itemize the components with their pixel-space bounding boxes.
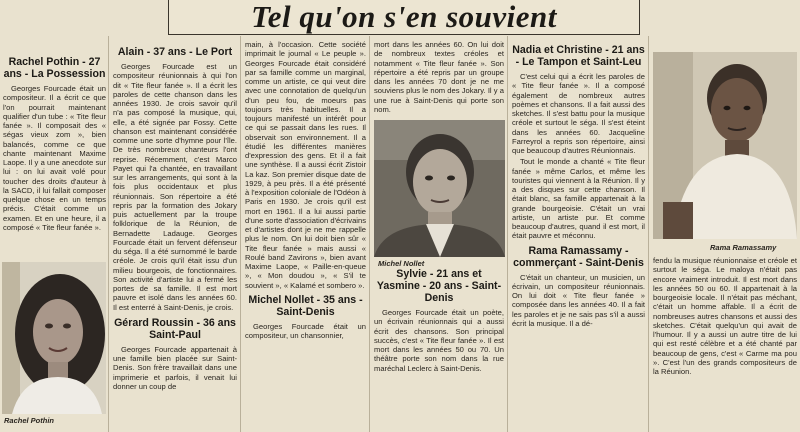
testimony-text: Georges Fourcade est un compositeur réunionnais à qui l'on dit « Tite fleur fanée ». Il a écrit les paroles de cette chanson dans les années 1930. Je crois savoir qu'il n'a pas composé la musique, qui, elle, a été signée par Fossy. Cette chanson est maintenant considérée comme une sorte d'hymne pour l'île. De très nombreux chanteurs l'ont reprise. Récemment, c'est Marco Payet qui l'a chantée, en travaillant sur les arrangements, qui sont à la fois plus occidentaux et plus réunionnais. Son répertoire a été repris par la formation des Jokary puis actuellement par la troupe folklorique de la Réunion, de Bernadette Ladauge. Georges Fourcade était un fervent défenseur du séga. Il a été surnommé le barde créole. Je crois qu'il était issu d'un milieu bourgeois, de fonctionnaires. Son activité d'artiste lui a fermé les portes de sa famille. Il est mort pauvre et isolé dans les années 60. Il est enterré à Saint-Denis, je crois. bbox=[113, 62, 237, 312]
testimony-text: Georges Fourcade était un compositeur. Il a écrit ce que l'on pourrait maintenant qualifier d'un tube : « Tite fleur fanée ». Il composait des « ségas vieux zom », bien balancés, comme ce que chante maintenant Maxime Laope. Il y a une anecdote sur lui : on lui avait volé pour toucher des droits d'auteur à la SACD, il lui fallait composer quelque chose en un temps précis. C'était comme un examen. Et en une heure, il a composé « Tite fleur fanée ». bbox=[3, 84, 106, 232]
column-5 bbox=[512, 40, 645, 330]
testimony-text: C'est celui qui a écrit les paroles de « Tite fleur fanée ». Il a composé également de nombreux autres poèmes et chansons. Il a fait aussi des sketches. Il s'est battu pour la musique créole et surtout le séga. Il s'est éteint dans les années 60. Jacqueline Farreyrol a repris son répertoire, ainsi que beaucoup d'autres Réunionnais. bbox=[512, 72, 645, 155]
column-divider bbox=[108, 36, 109, 432]
headline-banner bbox=[168, 0, 640, 35]
column-1 bbox=[3, 40, 106, 234]
column-4 bbox=[374, 40, 504, 116]
column-divider bbox=[648, 36, 649, 432]
testimony-text: Georges Fourcade était un poète, un écrivain réunionnais qui a aussi écrit des chansons. Son principal succès, c'est « Tite fleur fanée ». Il est mort dans les années 50 ou 70. Un théâtre porte son nom dans la rue maréchal Leclerc à Saint-Denis. bbox=[374, 308, 504, 373]
photo-caption: Rama Ramassamy bbox=[710, 243, 777, 252]
portrait-photo-michel-nollet bbox=[374, 120, 505, 257]
interviewee-name: Alain - 37 ans - Le Port bbox=[117, 46, 233, 58]
testimony-text: fendu la musique réunionnaise et créole et surtout le séga. Le maloya n'était pas encore vraiment introduit. Il est mort dans les années 50 ou 60. Il appartenait à la bourgeoisie locale. Il n'était pas méchant, c'était un homme affable. Il a écrit de nombreuses autres chansons et aussi des sketches. C'était quelqu'un qui avait de l'humour. Il y a aussi un autre titre de lui qui est resté célèbre et a été chanté par beaucoup de gens, c'est « Carme ma pou ». C'est l'un des grands compositeurs de la Réunion. bbox=[653, 256, 797, 376]
testimony-text: Tout le monde a chanté « Tite fleur fanée » même Carlos, et même les touristes qui viennent à la Réunion. Il y a des disques sur cette chanson. Il était blanc, sa famille appartenait à la grande bourgeoisie. C'était un vrai artiste, un artiste pur. Et comme beaucoup d'autres, quand il est mort, il était pauvre et méconnu. bbox=[512, 157, 645, 241]
photo-caption: Rachel Pothin bbox=[4, 416, 55, 425]
interviewee-name: Nadia et Christine - 21 ans - Le Tampon et Saint-Leu bbox=[512, 44, 645, 68]
column-6 bbox=[653, 256, 797, 378]
testimony-text: mort dans les années 60. On lui doit de nombreux textes créoles et notamment « Tite fleur fanée ». Son répertoire a été repris par un groupe dans les années 70 dont je ne me souviens plus le nom des Jokary. Il y a une rue à Saint-Denis qui porte son nom. bbox=[374, 40, 504, 114]
column-2 bbox=[113, 40, 237, 393]
column-divider bbox=[240, 36, 241, 432]
column-4-lower bbox=[374, 268, 504, 375]
testimony-text: Georges Fourcade appartenait à une famille bien placée sur Saint-Denis. Son frère travaillait dans une imprimerie et parfois, il venait lui donner un coup de bbox=[113, 344, 237, 391]
interviewee-name: Rachel Pothin - 27 ans - La Possession bbox=[3, 56, 106, 80]
testimony-text: C'était un chanteur, un musicien, un écrivain, un compositeur réunionnais. On lui doit « Tite fleur fanée » composée dans les années 40. Il a fait les paroles et je ne sais pas s'il a aussi écrit la musique. Il a dé- bbox=[512, 272, 645, 328]
column-divider bbox=[369, 36, 370, 432]
interviewee-name: Gérard Roussin - 36 ans Saint-Paul bbox=[114, 316, 236, 341]
photo-caption: Michel Nollet bbox=[378, 259, 425, 268]
testimony-text: Georges Fourcade était un compositeur, un chansonnier, bbox=[245, 321, 366, 340]
portrait-photo-rachel-pothin bbox=[2, 262, 106, 414]
column-divider bbox=[507, 36, 508, 432]
interviewee-name: Michel Nollet - 35 ans - Saint-Denis bbox=[248, 293, 363, 318]
column-3 bbox=[245, 40, 366, 342]
interviewee-name: Rama Ramassamy - commerçant - Saint-Denis bbox=[513, 244, 644, 269]
page-title: Tel qu'on s'en souvient bbox=[251, 0, 557, 34]
testimony-text: main, à l'occasion. Cette société imprimait le journal « Le peuple ». Georges Fourcade était considéré par sa famille comme un marginal, comme un artiste, ce qui veut dire avec une connotation de quelqu'un d'un peu fou, de moeurs pas toujours très habituelles. Il a toujours manifesté un intérêt pour ce qui se passait dans les rues. Il observait son environnement. Il a étudié les différentes manières d'expression des gens. Et il a fait une synthèse. Il a aussi écrit Zistoir La kaz. Son premier disque date de 1929, à peu près. Il a été présenté à l'exposition coloniale de l'Odéon à Paris en 1930. Je crois qu'il est mort en 1961. Il a lui aussi partie d'une sorte d'association d'écrivains et d'artistes dont je ne me rappelle plus le nom. On lui doit bien sûr « Tite fleur fanée » mais aussi « Roulé band Zavirons », bien avant Maxime Laope, « Paille-en-queue », « Mon doudou », « S'il te souvient », « Kalamé et sombero ». bbox=[245, 40, 366, 290]
interviewee-name: Sylvie - 21 ans et Yasmine - 20 ans - Saint-Denis bbox=[376, 268, 502, 304]
portrait-photo-rama-ramassamy bbox=[653, 52, 797, 239]
